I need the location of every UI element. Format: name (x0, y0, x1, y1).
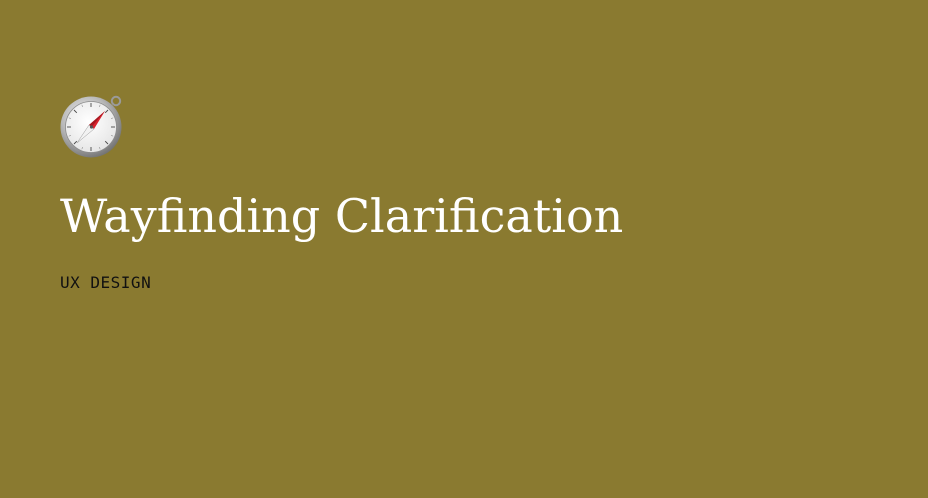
compass-icon (59, 95, 125, 159)
page-title: Wayfinding Clarification (60, 189, 624, 243)
category-label: UX DESIGN (60, 273, 152, 292)
